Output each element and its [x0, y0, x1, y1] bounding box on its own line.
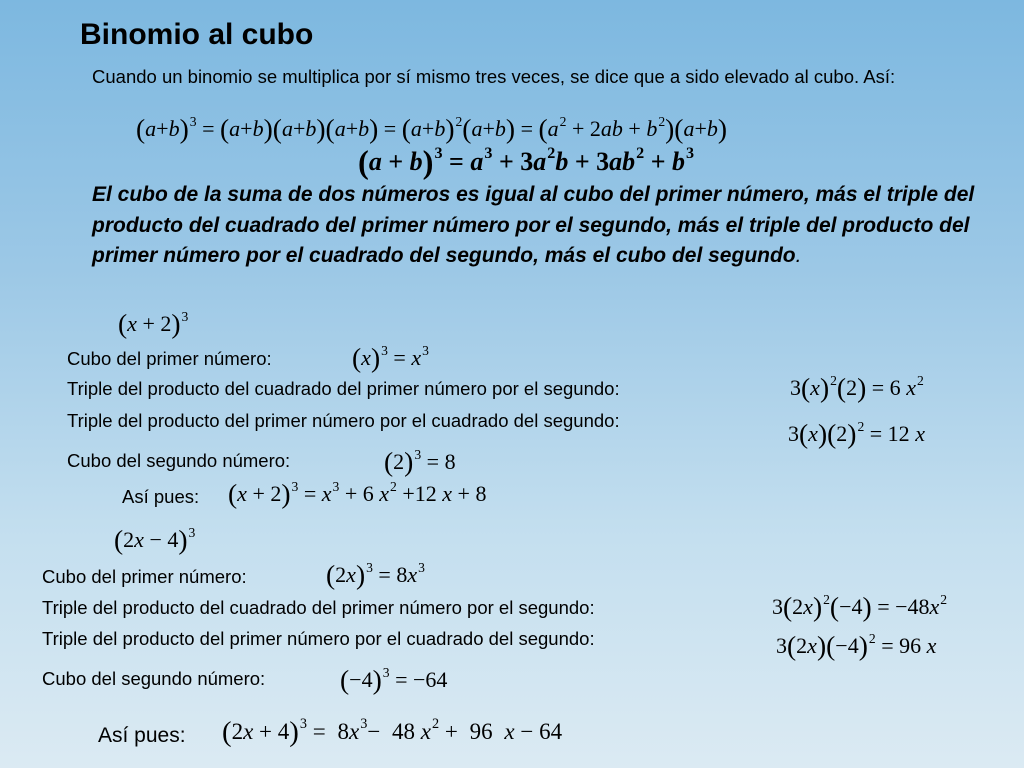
example2-label-second-cube: Cubo del segundo número:	[42, 668, 266, 689]
example1-label-first-cube: Cubo del primer número:	[67, 348, 272, 369]
example2-label-first-cube: Cubo del primer número:	[42, 566, 247, 587]
example1-label-triple-square-second: Triple del producto del primer número por el cuadrado del segundo:	[67, 410, 620, 431]
example1-binomial: $(x + 2)^3$	[118, 308, 189, 340]
example2-binomial: $(2x - 4)^3$	[114, 524, 196, 556]
rule-text: El cubo de la suma de dos números es igual al cubo del primer número, más el triple del producto del cuadrado del primer número por el segundo, más el triple del producto del primer número por el cuadrado del segundo, más el cubo del segundo	[92, 183, 975, 267]
example2-label-triple-square-second: Triple del producto del primer número por el cuadrado del segundo:	[42, 628, 595, 649]
example2-math-first-cube: $(2x)^3 = 8x^3$	[326, 559, 425, 591]
example1-math-triple-square-second: $3(x)(2)^2 = 12$ x	[788, 418, 925, 450]
example2-result: $(2x + 4)^3 = 8x^3- 48$ $x^2 + 96$ x − 64	[222, 716, 563, 749]
example1-math-triple-square-first: $3(x)^2(2) = 6$ $x^2$	[790, 372, 924, 404]
rule-tail: .	[795, 244, 802, 267]
formula-expansion: $(a+b)^3 = (a+b)(a+b)(a+b) = (a+b)^2(a+b) = (a^2 + 2ab + b^2)(a+b)$	[136, 113, 728, 145]
example1-label-second-cube: Cubo del segundo número:	[67, 450, 291, 471]
intro-text: Cuando un binomio se multiplica por sí mismo tres veces, se dice que a sido elevado al cubo. Así:	[92, 66, 896, 87]
example1-result: $(x + 2)^3 = x^3 + 6$ $x^2 +12$ x + 8	[228, 478, 487, 510]
example2-result-label: Así pues:	[98, 724, 186, 747]
example2-label-triple-square-first: Triple del producto del cuadrado del primer número por el segundo:	[42, 597, 595, 618]
example1-math-second-cube: $(2)^3 = 8$	[384, 446, 456, 478]
example1-result-label: Así pues:	[122, 486, 200, 507]
rule-statement	[92, 180, 1007, 272]
example2-math-triple-square-second: $3(2x)(-4)^2 = 96$ x	[776, 630, 937, 662]
example1-math-first-cube: $(x)^3 = x^3$	[352, 342, 429, 374]
example2-math-second-cube: $(-4)^3 = -64$	[340, 664, 448, 696]
example2-math-triple-square-first: $3(2x)^2(-4) = -48x^2$	[772, 591, 948, 623]
formula-result: $(a + b)^3 = a^3 + 3a^2b + 3ab^2 + b^3$	[358, 144, 695, 181]
slide-title: Binomio al cubo	[80, 18, 314, 51]
example1-label-triple-square-first: Triple del producto del cuadrado del primer número por el segundo:	[67, 378, 620, 399]
